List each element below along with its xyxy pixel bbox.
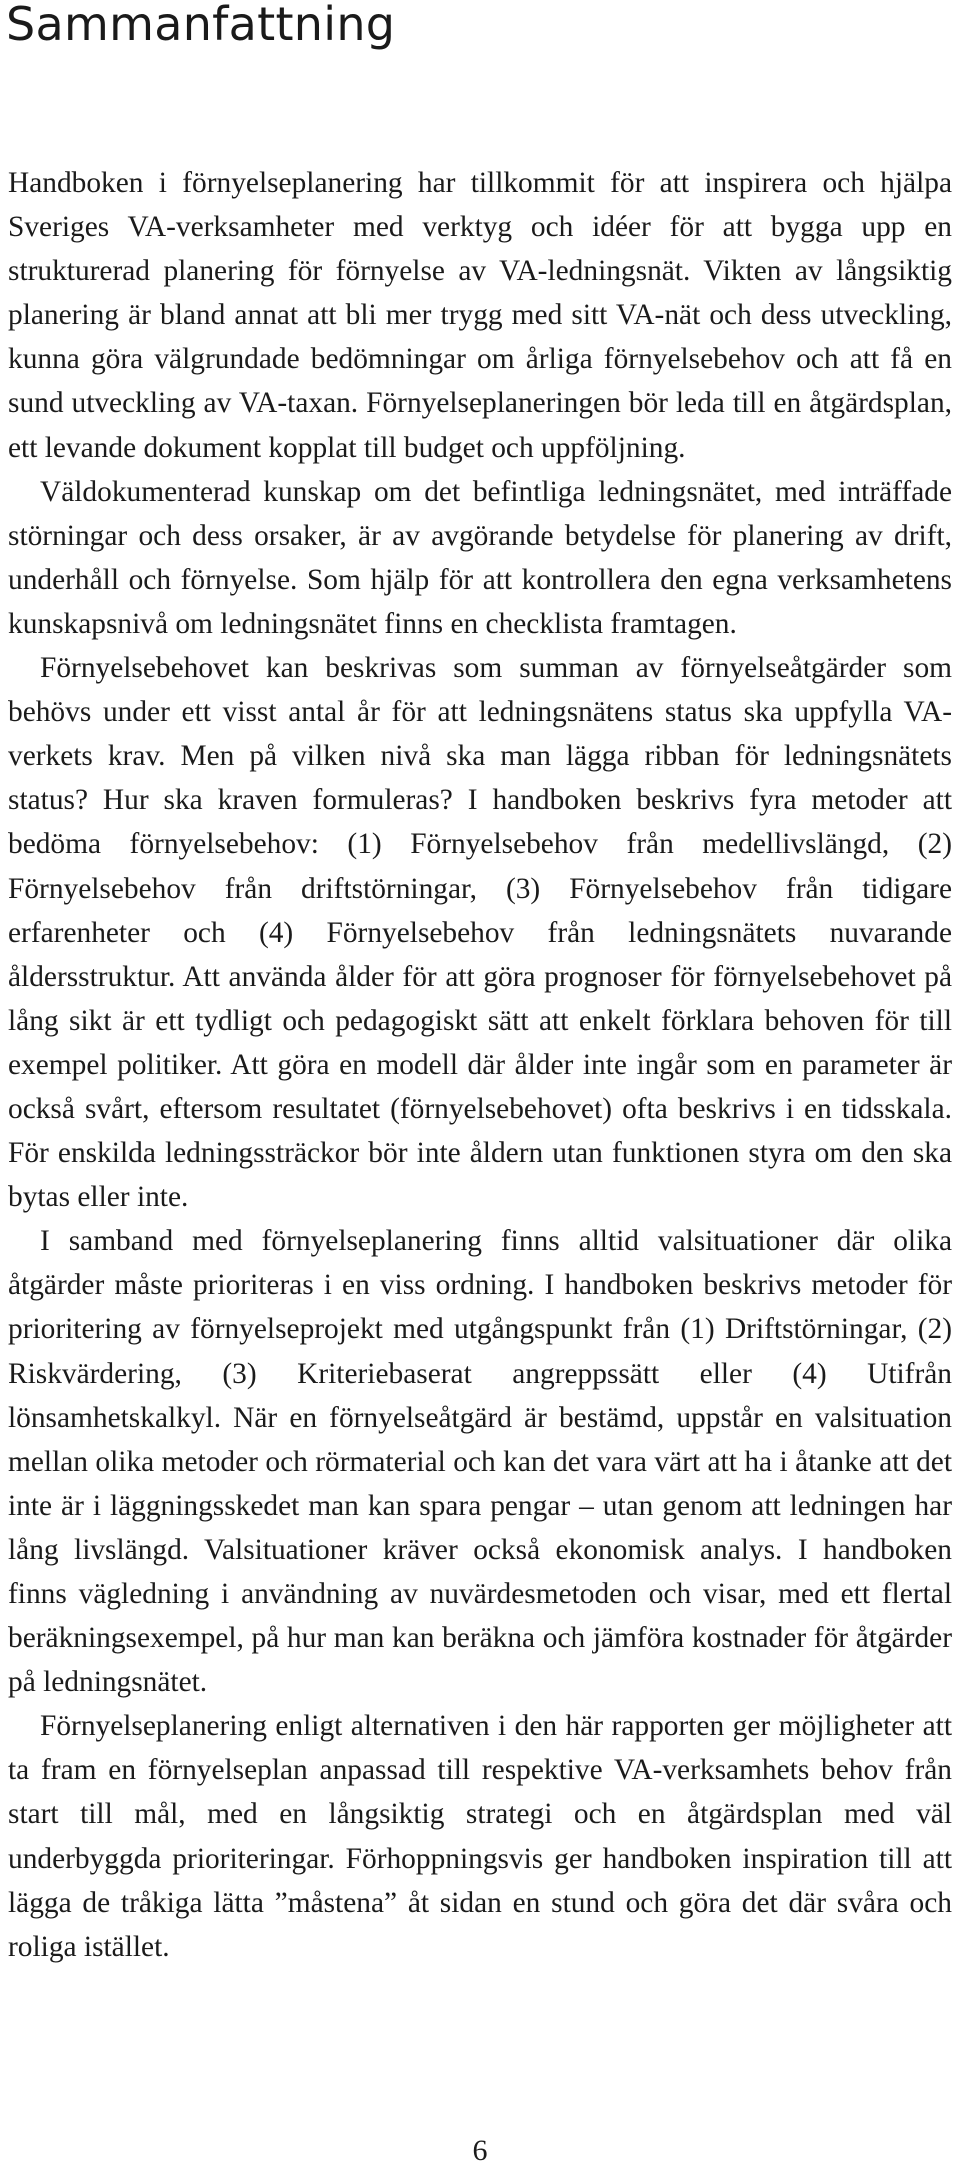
paragraph-intro: Handboken i förnyelseplanering har tillkommit för att inspirera och hjälpa Sveriges VA-verksamheter med verktyg och idéer för att bygga upp en strukturerad planering för förnyelse av VA-ledningsnät. Vikten av långsiktig planering är bland annat att bli mer trygg med sitt VA-nät och dess utveckling, kunna göra välgrundade bedömningar om årliga förnyelsebehov och att få en sund utveckling av VA-taxan. Förnyelseplaneringen bör leda till en åtgärdsplan, ett levande dokument kopplat till budget och uppföljning. — [8, 167, 952, 464]
body-text — [8, 161, 952, 1969]
paragraph-prioritization: I samband med förnyelseplanering finns alltid valsituationer där olika åtgärder måste prioriteras i en viss ordning. I handboken beskrivs metoder för prioritering av förnyelseprojekt med utgångspunkt från (1) Driftstörningar, (2) Riskvärdering, (3) Kriteriebaserat angreppssätt eller (4) Utifrån lönsamhetskalkyl. När en förnyelseåtgärd är bestämd, uppstår en valsituation mellan olika metoder och rörmaterial och kan det vara värt att ha i åtanke att det inte är i läggningsskedet man kan spara pengar – utan genom att ledningen har lång livslängd. Valsituationer kräver också ekonomisk analys. I handboken finns vägledning i användning av nuvärdesmetoden och visar, med ett flertal beräkningsexempel, på hur man kan beräkna och jämföra kostnader för åtgärder på ledningsnätet. — [8, 1225, 952, 1699]
page-title: Sammanfattning — [6, 0, 396, 51]
paragraph-conclusion: Förnyelseplanering enligt alternativen i den här rapporten ger möjligheter att ta fram en förnyelseplan anpassad till respektive VA-verksamhets behov från start till mål, med en långsiktig strategi och en åtgärdsplan med väl underbyggda prioriteringar. Förhoppningsvis ger handboken inspiration till att lägga de tråkiga lätta ”måstena” åt sidan en stund och göra det där svåra och roliga istället. — [8, 1710, 952, 1963]
paragraph-renewal-need: Förnyelsebehovet kan beskrivas som summan av förnyelseåtgärder som behövs under ett visst antal år för att ledningsnätens status ska uppfylla VA-verkets krav. Men på vilken nivå ska man lägga ribban för ledningsnätets status? Hur ska kraven formuleras? I handboken beskrivs fyra metoder att bedöma förnyelsebehov: (1) Förnyelsebehov från medellivslängd, (2) Förnyelsebehov från driftstörningar, (3) Förnyelsebehov från tidigare erfarenheter och (4) Förnyelsebehov från ledningsnätets nuvarande åldersstruktur. Att använda ålder för att göra prognoser för förnyelsebehovet på lång sikt är ett tydligt och pedagogiskt sätt att enkelt förklara behoven för till exempel politiker. Att göra en modell där ålder inte ingår som en parameter är också svårt, eftersom resultatet (förnyelsebehovet) ofta beskrivs i en tidsskala. För enskilda ledningssträckor bör inte åldern utan funktionen styra om den ska bytas eller inte. — [8, 652, 952, 1214]
paragraph-documentation: Väldokumenterad kunskap om det befintliga ledningsnätet, med inträffade störningar och dess orsaker, är av avgörande betydelse för planering av drift, underhåll och förnyelse. Som hjälp för att kontrollera den egna verksamhetens kunskapsnivå om ledningsnätet finns en checklista framtagen. — [8, 475, 952, 640]
page-number: 6 — [472, 2134, 488, 2167]
